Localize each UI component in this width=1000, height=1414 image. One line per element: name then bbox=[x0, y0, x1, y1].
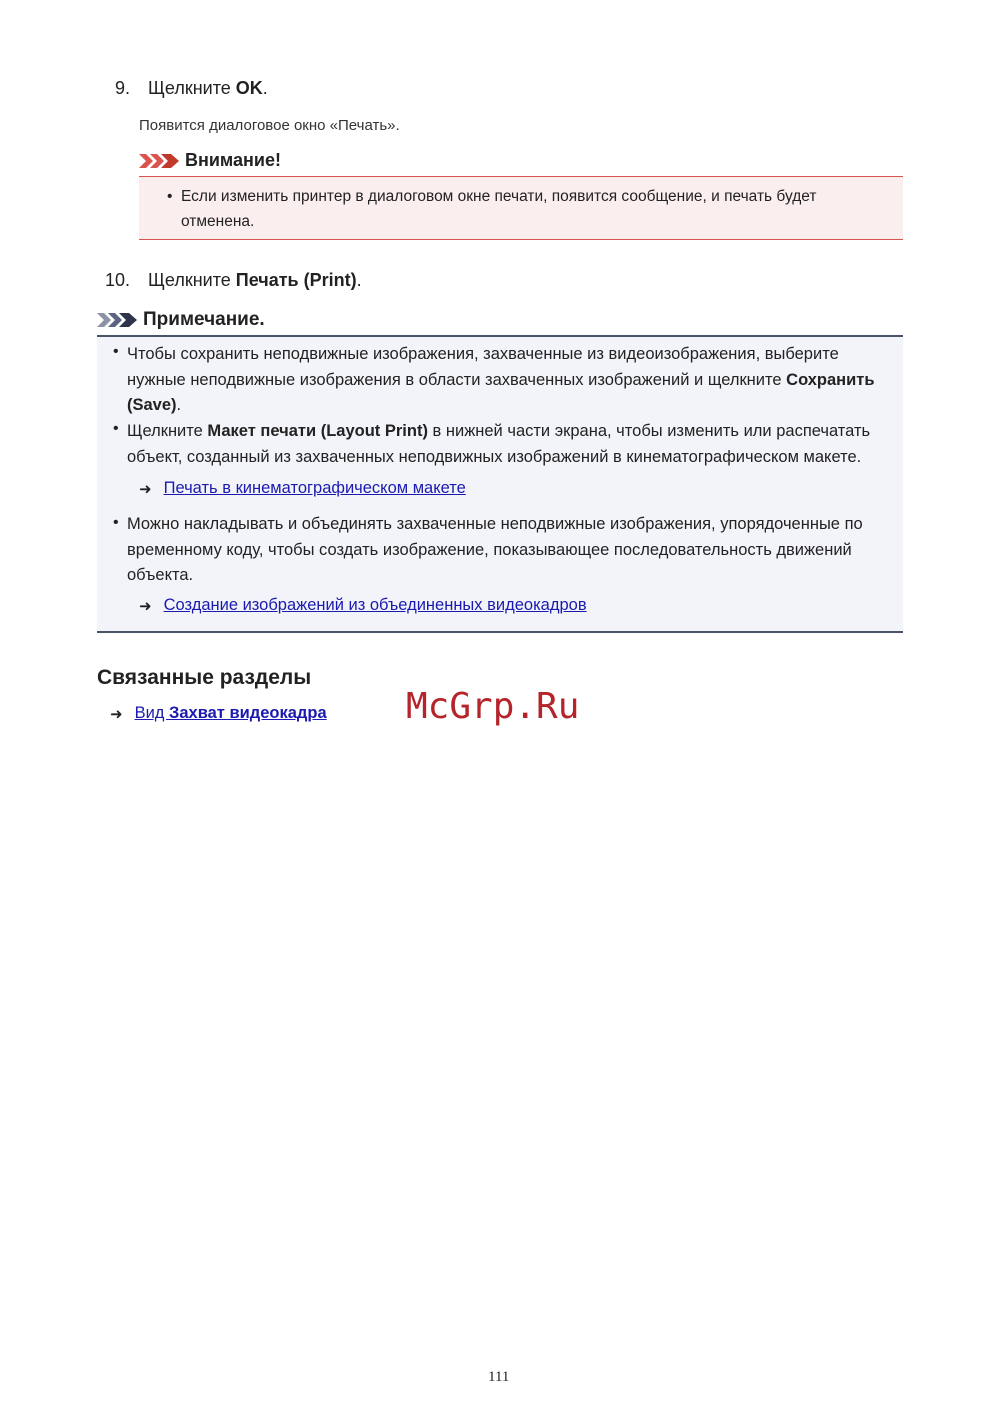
caution-arrows-icon bbox=[139, 152, 181, 170]
step-9-prefix: Щелкните bbox=[148, 78, 236, 98]
caution-title: Внимание! bbox=[185, 150, 281, 170]
link-capture-bold: Захват видеокадра bbox=[169, 704, 327, 722]
arrow-right-icon: ➜ bbox=[139, 597, 152, 615]
note-item-1 bbox=[127, 342, 897, 419]
note-item-1-line1: Чтобы сохранить неподвижные изображения, захваченные из видеоизображения, выберите bbox=[127, 345, 839, 363]
page-number: 111 bbox=[488, 1369, 510, 1385]
caution-text bbox=[181, 184, 896, 234]
note-bullet-1: • bbox=[113, 343, 119, 360]
note-heading bbox=[97, 309, 265, 331]
note-item-3-line1: Можно накладывать и объединять захваченные неподвижные изображения, упорядоченные по bbox=[127, 515, 863, 533]
arrow-right-icon: ➜ bbox=[139, 480, 152, 498]
step-10-suffix: . bbox=[356, 270, 362, 290]
link-capture-video-frame[interactable] bbox=[135, 704, 327, 723]
caution-heading bbox=[139, 150, 281, 171]
note-item-2-link-row[interactable] bbox=[139, 479, 466, 498]
step-10-prefix: Щелкните bbox=[148, 270, 236, 290]
note-item-1-period: . bbox=[176, 396, 182, 414]
note-bullet-2: • bbox=[113, 420, 119, 437]
caution-text-line2: отменена. bbox=[181, 213, 255, 230]
arrow-right-icon: ➜ bbox=[110, 705, 123, 723]
note-item-3-line2: временному коду, чтобы создать изображение, показывающее последовательность движений bbox=[127, 540, 852, 559]
note-title: Примечание. bbox=[143, 309, 265, 330]
note-item-2-pre: Щелкните bbox=[127, 422, 208, 440]
note-item-3-link-row[interactable] bbox=[139, 596, 587, 615]
note-item-1-line2 bbox=[127, 368, 897, 394]
note-item-2 bbox=[127, 419, 897, 470]
link-capture-pre: Вид bbox=[134, 704, 170, 722]
step-10-bold: Печать (Print) bbox=[235, 270, 357, 290]
step-9 bbox=[110, 78, 268, 99]
step-9-result: Появится диалоговое окно «Печать». bbox=[139, 117, 400, 134]
note-box bbox=[97, 335, 903, 633]
step-9-number: 9. bbox=[114, 78, 130, 98]
caution-box bbox=[139, 176, 903, 240]
note-item-1-line2-text: нужные неподвижные изображения в области захваченных изображений и щелкните bbox=[127, 370, 787, 389]
step-9-bold: OK bbox=[235, 78, 263, 98]
caution-text-line1: Если изменить принтер в диалоговом окне печати, появится сообщение, и печать будет bbox=[181, 188, 817, 205]
watermark: McGrp.Ru bbox=[406, 686, 580, 727]
link-merged-frames[interactable]: Создание изображений из объединенных видеокадров bbox=[163, 596, 587, 614]
note-item-1-line3 bbox=[127, 393, 897, 419]
note-item-3 bbox=[127, 512, 897, 589]
link-cinema-layout-print[interactable]: Печать в кинематографическом макете bbox=[163, 479, 466, 497]
note-item-3-line3: объекта. bbox=[127, 566, 194, 584]
step-10 bbox=[102, 270, 362, 291]
step-10-number: 10. bbox=[104, 270, 130, 290]
note-item-2-line2: объект, созданный из захваченных неподвижных изображений в кинематографическом макете. bbox=[127, 447, 862, 466]
note-item-1-save-label: Сохранить bbox=[786, 370, 875, 389]
note-item-1-save-paren: (Save) bbox=[127, 396, 177, 414]
note-item-2-layout-print: Макет печати (Layout Print) bbox=[207, 422, 428, 440]
note-arrows-icon bbox=[97, 311, 139, 329]
related-heading: Связанные разделы bbox=[97, 666, 312, 689]
step-9-suffix: . bbox=[262, 78, 268, 98]
caution-bullet: • bbox=[167, 188, 173, 205]
related-link-row[interactable] bbox=[110, 704, 327, 723]
note-item-2-post: в нижней части экрана, чтобы изменить или распечатать bbox=[427, 422, 871, 440]
note-item-2-line1 bbox=[127, 419, 897, 445]
note-bullet-3: • bbox=[113, 514, 119, 531]
